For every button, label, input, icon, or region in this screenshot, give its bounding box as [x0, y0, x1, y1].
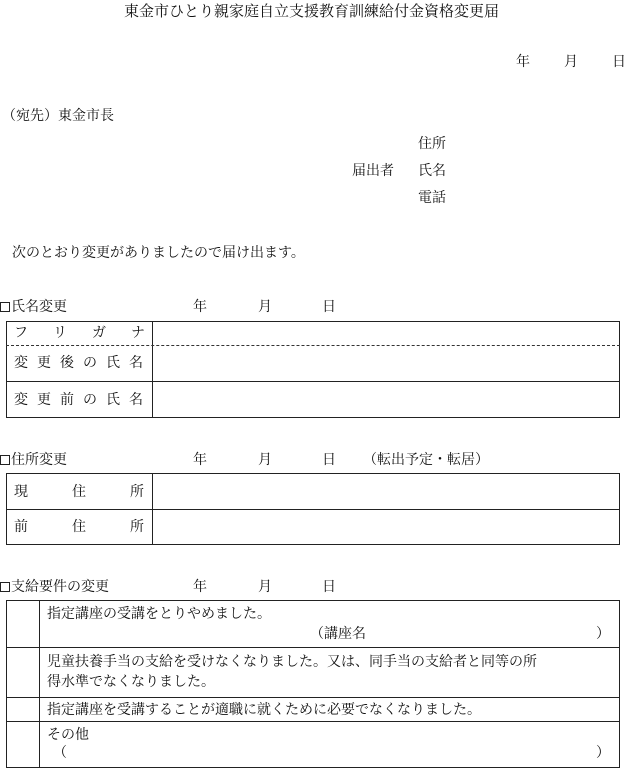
- requirement-item4-text: その他: [47, 727, 89, 743]
- requirement-item3-text: 指定講座を受講することが適職に就くために必要でなくなりました。: [47, 702, 481, 718]
- name-change-year: 年: [193, 299, 207, 315]
- requirement-item3-check-cell[interactable]: [7, 698, 39, 721]
- applicant-name-label: 氏名: [418, 163, 446, 179]
- course-name-close: ）: [596, 626, 610, 642]
- new-name-field[interactable]: [153, 346, 619, 380]
- requirement-item2-text-line1: 児童扶養手当の支給を受けなくなりました。又は、同手当の支給者と同等の所: [47, 654, 537, 670]
- previous-address-label: 前 住 所: [14, 519, 144, 535]
- name-change-checkbox[interactable]: [0, 302, 10, 312]
- furigana-label: フ リ ガ ナ: [14, 325, 145, 341]
- new-name-label: 変 更 後 の 氏 名: [14, 355, 143, 371]
- furigana-field[interactable]: [153, 322, 619, 344]
- submit-year-label: 年: [516, 54, 530, 70]
- old-name-label: 変 更 前 の 氏 名: [14, 392, 143, 408]
- current-address-label: 現 住 所: [14, 484, 144, 500]
- intro-text: 次のとおり変更がありましたので届け出ます。: [12, 245, 305, 261]
- requirement-item2-check-cell[interactable]: [7, 648, 39, 697]
- address-change-note: （転出予定・転居）: [363, 452, 489, 468]
- address-change-month: 月: [258, 452, 272, 468]
- name-change-heading: 氏名変更: [0, 300, 67, 314]
- requirement-change-year: 年: [193, 579, 207, 595]
- applicant-phone-label: 電話: [418, 190, 446, 206]
- applicant-label: 届出者: [352, 163, 394, 179]
- addressee: （宛先）東金市長: [2, 108, 114, 124]
- requirement-item1-check-cell[interactable]: [7, 601, 39, 647]
- requirement-change-checkbox[interactable]: [0, 582, 10, 592]
- submit-month-label: 月: [564, 54, 578, 70]
- old-name-field[interactable]: [153, 382, 619, 417]
- course-name-open: （講座名: [310, 626, 366, 642]
- current-address-field[interactable]: [153, 474, 619, 508]
- requirement-change-month: 月: [258, 579, 272, 595]
- requirement-change-day: 日: [322, 579, 336, 595]
- applicant-address-label: 住所: [418, 136, 446, 152]
- address-change-year: 年: [193, 452, 207, 468]
- address-change-day: 日: [322, 452, 336, 468]
- name-change-day: 日: [322, 299, 336, 315]
- name-change-month: 月: [258, 299, 272, 315]
- submit-day-label: 日: [612, 54, 626, 70]
- requirement-item4-check-cell[interactable]: [7, 722, 39, 767]
- requirement-item2-text-line2: 得水準でなくなりました。: [47, 674, 215, 690]
- requirement-item1-text: 指定講座の受講をとりやめました。: [47, 606, 271, 622]
- requirement-change-heading: 支給要件の変更: [0, 580, 109, 594]
- other-reason-open: （: [53, 745, 67, 761]
- other-reason-close: ）: [596, 745, 610, 761]
- previous-address-field[interactable]: [153, 510, 619, 544]
- address-change-heading: 住所変更: [0, 453, 67, 467]
- form-title: 東金市ひとり親家庭自立支援教育訓練給付金資格変更届: [123, 2, 499, 20]
- address-change-checkbox[interactable]: [0, 455, 10, 465]
